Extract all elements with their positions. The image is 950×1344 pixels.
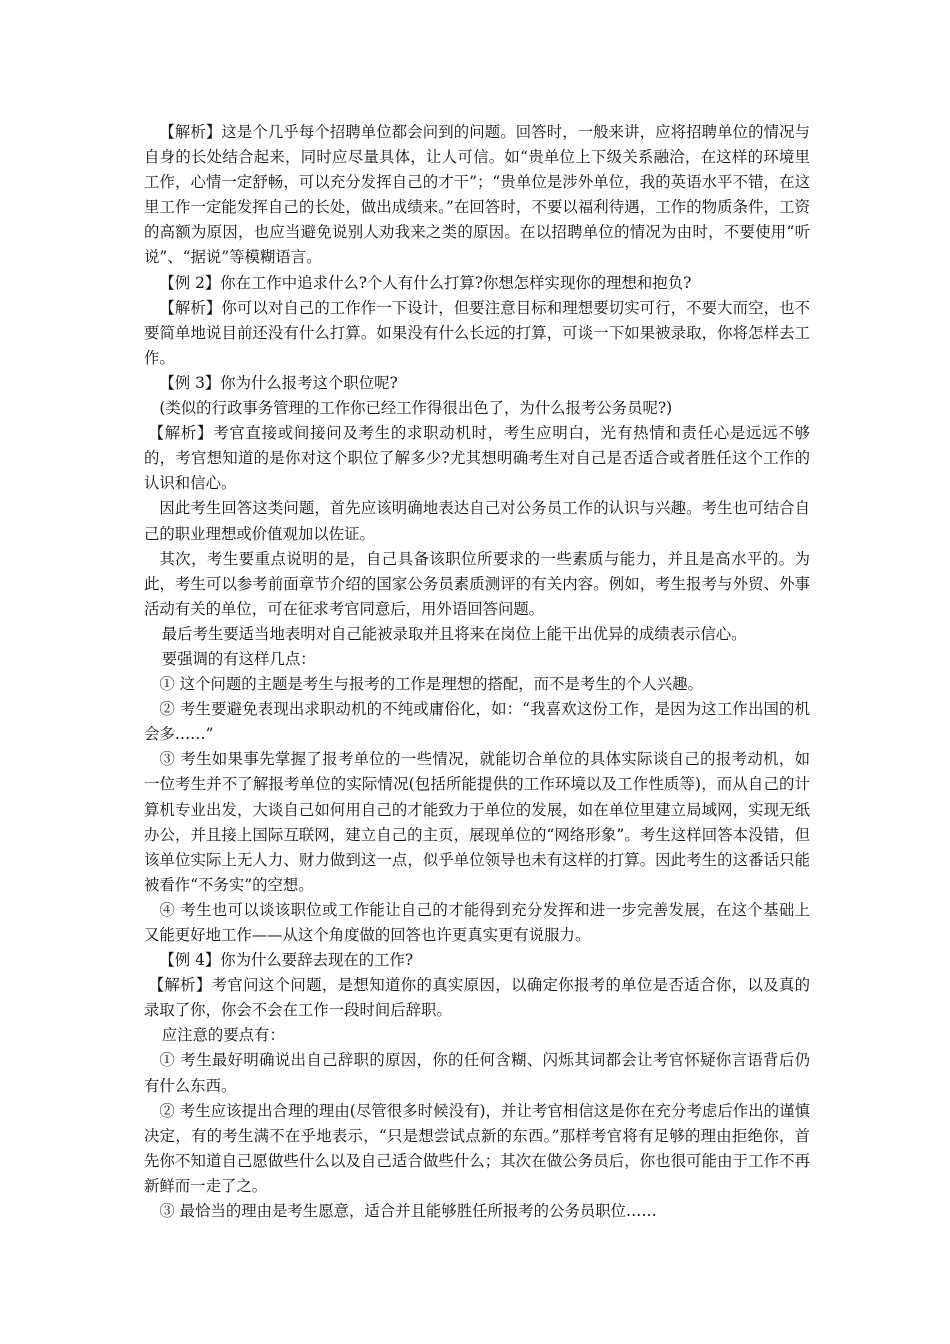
list-item-point-3: ③ 考生如果事先掌握了报考单位的一些情况，就能切合单位的具体实际谈自己的报考动机，如一位考生并不了解报考单位的实际情况(包括所能提供的工作环境以及工作性质等)，而从自己的计算机专业出发，大谈自己如何用自己的才能致力于单位的发展，如在单位里建立局域网，实现无纸办公，并且接上国际互联网，建立自己的主页，展现单位的“网络形象”。考生这样回答本没错，但该单位实际上无人力、财力做到这一点，似乎单位领导也未有这样的打算。因此考生的这番话只能被看作“不务实”的空想。: [144, 750, 810, 894]
list-item-note-3: ③ 最恰当的理由是考生愿意，适合并且能够胜任所报考的公务员职位……: [159, 1202, 657, 1221]
paragraph-key-points-heading: 要强调的有这样几点：: [161, 649, 316, 668]
paragraph-analysis-2: 【解析】你可以对自己的工作作一下设计，但要注意目标和理想要切实可行，不要大而空，也不要简单地说目前还没有什么打算。如果没有什么长远的打算，可谈一下如果被录取，你将怎样去工作。: [144, 298, 810, 367]
paragraph-body-1: 因此考生回答这类问题，首先应该明确地表达自己对公务员工作的认识与兴趣。考生也可结合自己的职业理想或价值观加以佐证。: [144, 499, 810, 543]
paragraph-example-3-note: (类似的行政事务管理的工作你已经工作得很出色了，为什么报考公务员呢?): [159, 399, 673, 418]
paragraph-example-3: 【例 3】你为什么报考这个职位呢?: [159, 373, 398, 392]
document-page: [144, 120, 810, 1224]
paragraph-analysis-4: 【解析】考官问这个问题，是想知道你的真实原因，以确定你报考的单位是否适合你，以及真的录取了你，你会不会在工作一段时间后辞职。: [144, 976, 810, 1020]
list-item-point-4: ④ 考生也可以谈该职位或工作能让自己的才能得到充分发挥和进一步完善发展，在这个基础上又能更好地工作——从这个角度做的回答也许更真实更有说服力。: [144, 900, 810, 944]
list-item-point-2: ② 考生要避免表现出求职动机的不纯或庸俗化，如：“我喜欢这份工作，是因为这工作出国的机会多……”: [144, 700, 810, 744]
paragraph-notes-heading: 应注意的要点有：: [161, 1026, 285, 1045]
paragraph-analysis-3: 【解析】考官直接或间接问及考生的求职动机时，考生应明白，光有热情和责任心是远远不够的，考官想知道的是你对这个职位了解多少?尤其想明确考生对自己是否适合或者胜任这个工作的认识和信心。: [144, 424, 810, 493]
paragraph-example-2: 【例 2】你在工作中追求什么?个人有什么打算?你想怎样实现你的理想和抱负?: [159, 273, 692, 292]
list-item-note-1: ① 考生最好明确说出自己辞职的原因，你的任何含糊、闪烁其词都会让考官怀疑你言语背后仍有什么东西。: [144, 1051, 810, 1095]
list-item-note-2: ② 考生应该提出合理的理由(尽管很多时候没有)，并让考官相信这是你在充分考虑后作出的谨慎决定，有的考生满不在乎地表示，“只是想尝试点新的东西。”那样考官将有足够的理由拒绝你，首先你不知道自己愿做些什么以及自己适合做些什么；其次在做公务员后，你也很可能由于工作不再新鲜而一走了之。: [144, 1101, 810, 1195]
paragraph-example-4: 【例 4】你为什么要辞去现在的工作?: [159, 951, 414, 970]
paragraph-analysis-1: 【解析】这是个几乎每个招聘单位都会问到的问题。回答时，一般来讲，应将招聘单位的情况与自身的长处结合起来，同时应尽量具体，让人可信。如“贵单位上下级关系融洽，在这样的环境里工作，心情一定舒畅，可以充分发挥自己的才干”；“贵单位是涉外单位，我的英语水平不错，在这里工作一定能发挥自己的长处，做出成绩来。”在回答时，不要以福利待遇，工作的物质条件，工资的高额为原因，也应当避免说别人劝我来之类的原因。在以招聘单位的情况为由时，不要使用“听说”、“据说”等模糊语言。: [144, 123, 810, 267]
paragraph-body-3: 最后考生要适当地表明对自己能被录取并且将来在岗位上能干出优异的成绩表示信心。: [161, 624, 747, 643]
list-item-point-1: ① 这个问题的主题是考生与报考的工作是理想的搭配，而不是考生的个人兴趣。: [159, 675, 703, 694]
paragraph-body-2: 其次，考生要重点说明的是，自己具备该职位所要求的一些素质与能力，并且是高水平的。为此，考生可以参考前面章节介绍的国家公务员素质测评的有关内容。例如，考生报考与外贸、外事活动有关的单位，可在征求考官同意后，用外语回答问题。: [144, 549, 810, 618]
